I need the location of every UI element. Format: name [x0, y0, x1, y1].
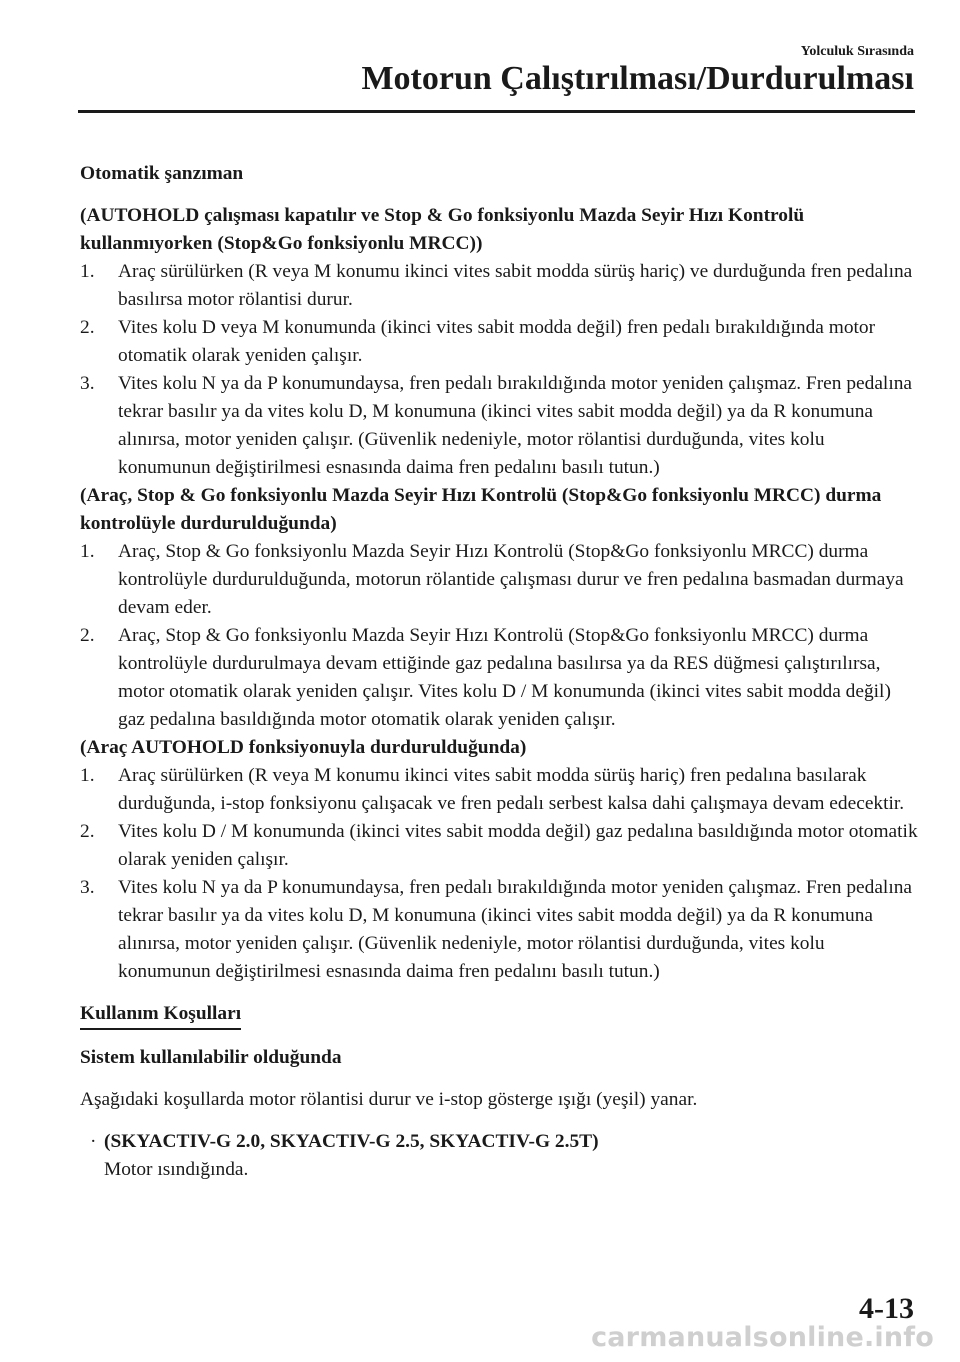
list-item [80, 874, 920, 986]
subsection-heading [80, 1000, 920, 1030]
numbered-list [80, 538, 920, 734]
page-content [80, 160, 920, 1184]
list-item [80, 762, 920, 818]
list-item-number: 1. [80, 765, 95, 786]
bullet-text: Motor ısındığında. [104, 1159, 249, 1180]
list-item-number: 3. [80, 877, 95, 898]
page-number: 4-13 [859, 1292, 914, 1325]
list-item [80, 370, 920, 482]
list-item-text: Vites kolu N ya da P konumundaysa, fren pedalı bırakıldığında motor yeniden çalışmaz. Fren pedalına tekrar basılır ya da vites kolu D, M konumuna (ikinci vites sabit modda değil) ya da R konumuna alınırsa, motor yeniden çalışır. (Güvenlik nedeniyle, motor rölantisi durduğunda, vites kolu konumunun değiştirilmesi esnasında daima fren pedalını basılı tutun.) [118, 877, 913, 982]
bullet-item [80, 1128, 920, 1184]
list-item [80, 538, 920, 622]
list-item-number: 2. [80, 317, 95, 338]
condition-heading: (Araç AUTOHOLD fonksiyonuyla durdurulduğunda) [80, 737, 527, 758]
list-item-text: Araç, Stop & Go fonksiyonlu Mazda Seyir Hızı Kontrolü (Stop&Go fonksiyonlu MRCC) durma kontrolüyle durdurulduğunda, motorun rölantide çalışması durur ve fren pedalına basmadan durmaya devam eder. [118, 541, 904, 618]
condition-heading: (AUTOHOLD çalışması kapatılır ve Stop & Go fonksiyonlu Mazda Seyir Hızı Kontrolü kullanmıyorken (Stop&Go fonksiyonlu MRCC)) [80, 205, 805, 254]
list-item-number: 1. [80, 261, 95, 282]
list-item-text: Araç, Stop & Go fonksiyonlu Mazda Seyir Hızı Kontrolü (Stop&Go fonksiyonlu MRCC) durma kontrolüyle durdurulmaya devam ettiğinde gaz pedalına basılırsa ya da RES düğmesi çalıştırılırsa, motor otomatik olarak yeniden çalışır. Vites kolu D / M konumunda (ikinci vites sabit modda değil) gaz pedalına basıldığında motor otomatik olarak yeniden çalışır. [118, 625, 891, 730]
usage-conditions-heading: Kullanım Koşulları [80, 1001, 241, 1030]
bullet-title: (SKYACTIV-G 2.0, SKYACTIV-G 2.5, SKYACTIV-G 2.5T) [104, 1131, 599, 1152]
list-item-text: Araç sürülürken (R veya M konumu ikinci vites sabit modda sürüş hariç) fren pedalına basılarak durduğunda, i-stop fonksiyonu çalışacak ve fren pedalı serbest kalsa dahi çalışmaya devam edecektir. [118, 765, 905, 814]
list-item-number: 1. [80, 541, 95, 562]
list-item-text: Vites kolu D / M konumunda (ikinci vites sabit modda değil) gaz pedalına basıldığında motor otomatik olarak yeniden çalışır. [118, 821, 918, 870]
subsection-subheading: Sistem kullanılabilir olduğunda [80, 1047, 342, 1068]
numbered-list [80, 258, 920, 482]
condition-heading: (Araç, Stop & Go fonksiyonlu Mazda Seyir Hızı Kontrolü (Stop&Go fonksiyonlu MRCC) durma kontrolüyle durdurulduğunda) [80, 485, 882, 534]
page-title: Motorun Çalıştırılması/Durdurulması [361, 60, 914, 97]
list-item-number: 2. [80, 625, 95, 646]
bullet-dot: · [90, 1131, 97, 1152]
intro-paragraph: Aşağıdaki koşullarda motor rölantisi durur ve i-stop gösterge ışığı (yeşil) yanar. [80, 1089, 698, 1110]
watermark: carmanualsonline.info [591, 1322, 934, 1353]
list-item-text: Araç sürülürken (R veya M konumu ikinci vites sabit modda sürüş hariç) ve durduğunda fren pedalına basılırsa motor rölantisi durur. [118, 261, 913, 310]
section-heading: Otomatik şanzıman [80, 163, 244, 184]
list-item [80, 818, 920, 874]
list-item [80, 258, 920, 314]
list-item [80, 622, 920, 734]
numbered-list [80, 762, 920, 986]
list-item-number: 3. [80, 373, 95, 394]
list-item [80, 314, 920, 370]
list-item-number: 2. [80, 821, 95, 842]
header-rule [78, 110, 915, 113]
list-item-text: Vites kolu N ya da P konumundaysa, fren pedalı bırakıldığında motor yeniden çalışmaz. Fren pedalına tekrar basılır ya da vites kolu D, M konumuna (ikinci vites sabit modda değil) ya da R konumuna alınırsa, motor yeniden çalışır. (Güvenlik nedeniyle, motor rölantisi durduğunda, vites kolu konumunun değiştirilmesi esnasında daima fren pedalını basılı tutun.) [118, 373, 913, 478]
header-section-label: Yolculuk Sırasında [800, 44, 914, 59]
list-item-text: Vites kolu D veya M konumunda (ikinci vites sabit modda değil) fren pedalı bırakıldığında motor otomatik olarak yeniden çalışır. [118, 317, 876, 366]
